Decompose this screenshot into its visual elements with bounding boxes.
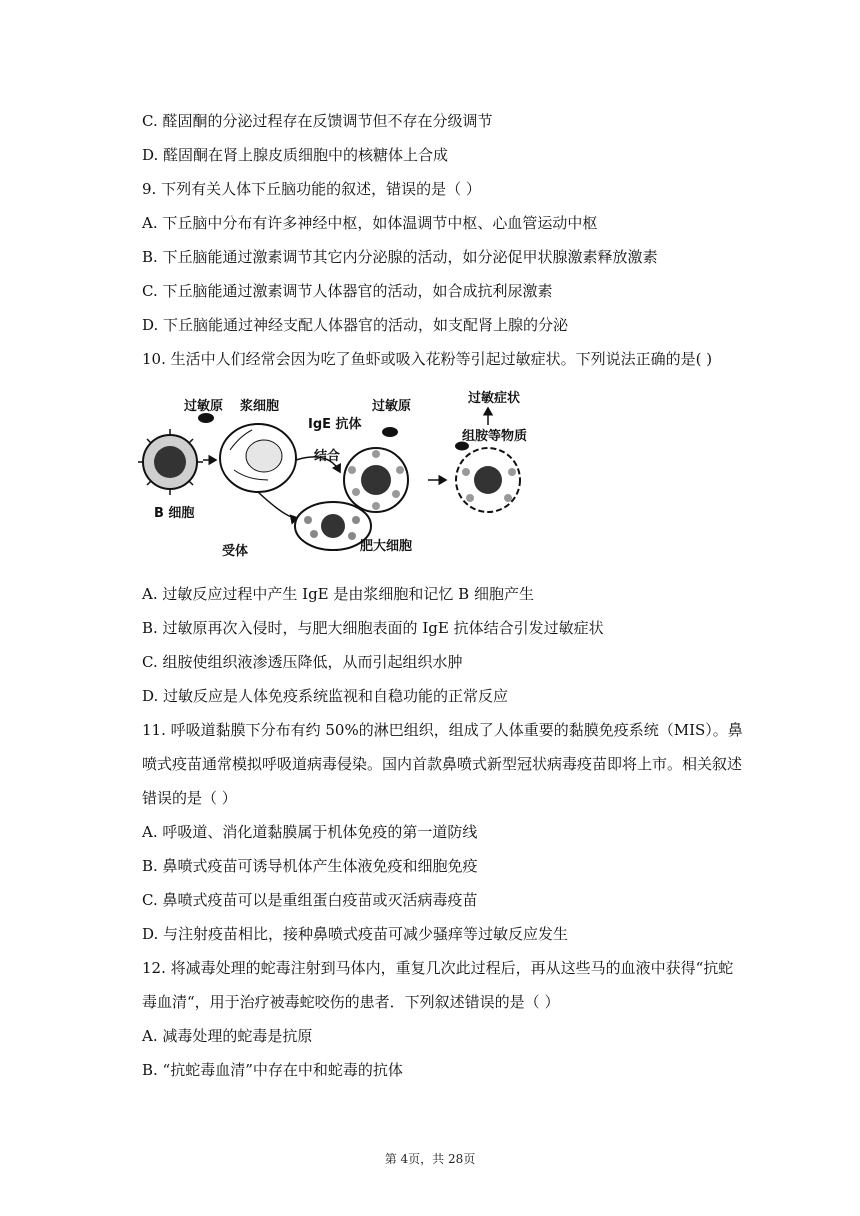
receptor-label: 受体 — [222, 544, 249, 559]
allergy-diagram-right — [428, 380, 568, 540]
mast-cell-label: 肥大细胞 — [360, 539, 413, 554]
option-d-q11: D. 与注射疫苗相比，接种鼻喷式疫苗可减少骚痒等过敏反应发生 — [142, 925, 569, 943]
degranulating-mast-cell — [455, 442, 520, 513]
option-c-q9: C. 下丘脑能通过激素调节人体器官的活动，如合成抗利尿激素 — [142, 282, 553, 300]
option-a-q9: A. 下丘脑中分布有许多神经中枢，如体温调节中枢、心血管运动中枢 — [142, 214, 598, 232]
allergen-mid-icon — [382, 427, 398, 437]
question-10: 10. 生活中人们经常会因为吃了鱼虾或吸入花粉等引起过敏症状。下列说法正确的是( ) — [142, 350, 713, 368]
option-a-q10: A. 过敏反应过程中产生 IgE 是由浆细胞和记忆 B 细胞产生 — [142, 585, 534, 603]
histamine-label: 组胺等物质 — [462, 429, 528, 444]
option-d-q9: D. 下丘脑能通过神经支配人体器官的活动，如支配肾上腺的分泌 — [142, 316, 569, 334]
question-11-line1: 11. 呼吸道黏膜下分布有约 50%的淋巴组织，组成了人体重要的黏膜免疫系统（MIS）。鼻 — [142, 721, 743, 739]
allergen-left-icon — [198, 413, 214, 423]
option-d-q8: D. 醛固酮在肾上腺皮质细胞中的核糖体上合成 — [142, 146, 449, 164]
plasma-cell-label: 浆细胞 — [240, 399, 280, 414]
option-a-q11: A. 呼吸道、消化道黏膜属于机体免疫的第一道防线 — [142, 823, 478, 841]
question-12-line2: 毒血清“，用于治疗被毒蛇咬伤的患者．下列叙述错误的是（ ） — [142, 993, 560, 1011]
b-cell — [138, 429, 203, 495]
allergen-mid-label: 过敏原 — [372, 399, 412, 414]
option-c-q10: C. 组胺使组织液渗透压降低，从而引起组织水肿 — [142, 653, 463, 671]
option-c-q8: C. 醛固酮的分泌过程存在反馈调节但不存在分级调节 — [142, 112, 493, 130]
question-12-line1: 12. 将减毒处理的蛇毒注射到马体内，重复几次此过程后，再从这些马的血液中获得“抗蛇 — [142, 959, 734, 977]
plasma-cell — [220, 424, 296, 492]
option-b-q12: B. “抗蛇毒血清”中存在中和蛇毒的抗体 — [142, 1061, 403, 1079]
mast-cell — [344, 448, 408, 512]
symptom-label: 过敏症状 — [468, 391, 521, 406]
allergen-left-label: 过敏原 — [184, 399, 224, 414]
option-b-q10: B. 过敏原再次入侵时，与肥大细胞表面的 IgE 抗体结合引发过敏症状 — [142, 619, 604, 637]
ige-label: IgE 抗体 — [308, 417, 362, 432]
option-d-q10: D. 过敏反应是人体免疫系统监视和自稳功能的正常反应 — [142, 687, 509, 705]
question-11-line2: 喷式疫苗通常模拟呼吸道病毒侵染。国内首款鼻喷式新型冠状病毒疫苗即将上市。相关叙述 — [142, 755, 743, 773]
option-c-q11: C. 鼻喷式疫苗可以是重组蛋白疫苗或灭活病毒疫苗 — [142, 891, 478, 909]
page-footer: 第 4页，共 28页 — [384, 1152, 476, 1166]
question-11-line3: 错误的是（ ） — [142, 789, 237, 807]
b-cell-label: B 细胞 — [154, 506, 195, 521]
option-b-q11: B. 鼻喷式疫苗可诱导机体产生体液免疫和细胞免疫 — [142, 857, 478, 875]
option-a-q12: A. 减毒处理的蛇毒是抗原 — [142, 1027, 313, 1045]
option-b-q9: B. 下丘脑能通过激素调节其它内分泌腺的活动，如分泌促甲状腺激素释放激素 — [142, 248, 658, 266]
bind-label: 结合 — [314, 449, 341, 464]
question-9: 9. 下列有关人体下丘脑功能的叙述，错误的是（ ） — [142, 180, 481, 198]
allergy-diagram — [138, 380, 428, 560]
